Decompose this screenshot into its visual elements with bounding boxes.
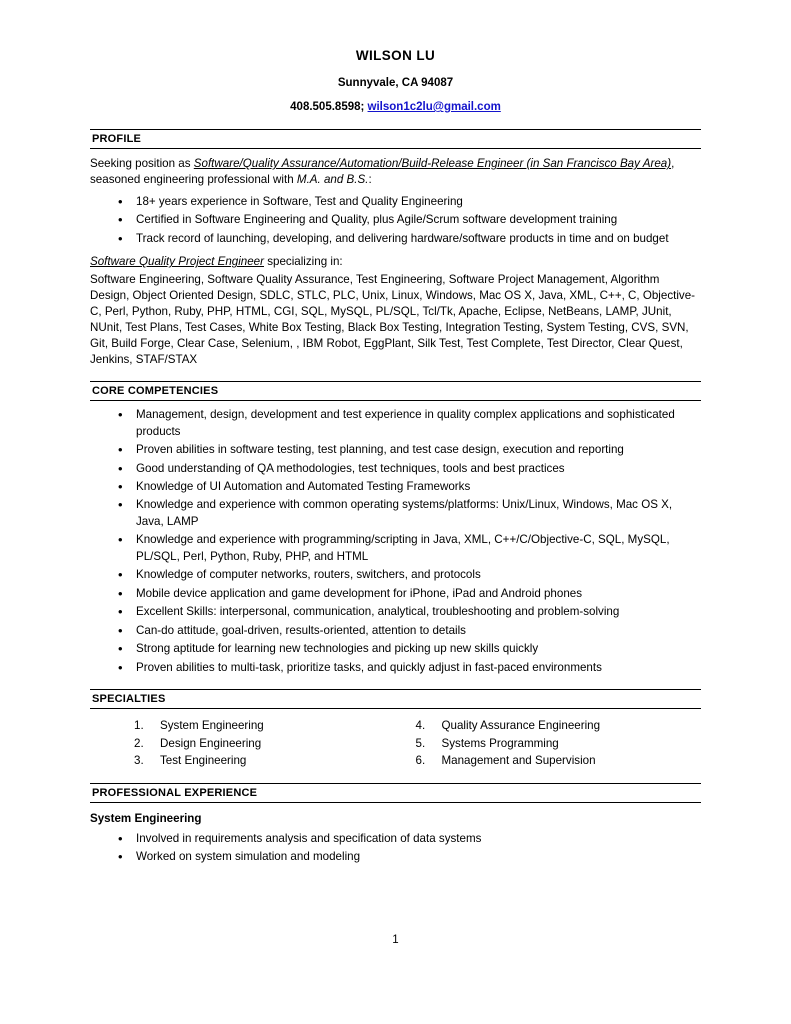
list-item-number: 1. bbox=[134, 719, 144, 733]
list-item: • Strong aptitude for learning new technologies and picking up new skills quickly bbox=[90, 641, 701, 657]
profile-bullet-list bbox=[90, 194, 701, 247]
contact-line bbox=[90, 101, 701, 113]
phone-text: 408.505.8598; bbox=[290, 101, 365, 113]
profile-intro-suffix: : bbox=[368, 172, 372, 186]
list-item: • 18+ years experience in Software, Test and Quality Engineering bbox=[90, 194, 701, 210]
list-item: • Excellent Skills: interpersonal, communication, analytical, troubleshooting and problem-solving bbox=[90, 604, 701, 620]
section-header-specialties: SPECIALTIES bbox=[90, 689, 701, 709]
page-number: 1 bbox=[392, 934, 399, 946]
list-item-number: 6. bbox=[415, 754, 426, 768]
list-item: • Worked on system simulation and modeling bbox=[90, 849, 701, 865]
list-item bbox=[416, 735, 702, 753]
list-item: • Track record of launching, developing, and delivering hardware/software products in time and on budget bbox=[90, 231, 701, 247]
page-title: WILSON LU bbox=[355, 48, 436, 63]
list-item-label: Design Engineering bbox=[160, 736, 262, 750]
profile-intro bbox=[90, 156, 701, 188]
experience-bullet-list bbox=[90, 831, 701, 866]
list-item: • Knowledge and experience with programming/scripting in Java, XML, C++/C/Objective-C, SQL, MySQL, PL/SQL, Perl, Python, Ruby, PHP, and HTML bbox=[90, 532, 701, 565]
list-item bbox=[416, 717, 702, 735]
section-header-professional-experience: PROFESSIONAL EXPERIENCE bbox=[90, 783, 701, 803]
list-item: • Involved in requirements analysis and specification of data systems bbox=[90, 831, 701, 847]
list-item bbox=[134, 752, 396, 770]
list-item: • Certified in Software Engineering and Quality, plus Agile/Scrum software development training bbox=[90, 212, 701, 228]
list-item bbox=[134, 717, 396, 735]
core-competencies-list bbox=[90, 407, 701, 676]
experience-job-title: System Engineering bbox=[90, 811, 202, 825]
list-item-label: System Engineering bbox=[160, 719, 264, 733]
list-item: • Mobile device application and game development for iPhone, iPad and Android phones bbox=[90, 586, 701, 602]
list-item-label: Systems Programming bbox=[441, 736, 559, 750]
specialties-right-column bbox=[396, 717, 702, 770]
list-item bbox=[416, 752, 702, 770]
address-line: Sunnyvale, CA 94087 bbox=[337, 77, 454, 89]
list-item-label: Management and Supervision bbox=[441, 754, 596, 768]
profile-intro-prefix: Seeking position as bbox=[90, 157, 194, 170]
list-item: • Proven abilities to multi-task, prioritize tasks, and quickly adjust in fast-paced environments bbox=[90, 660, 701, 676]
list-item-label: Quality Assurance Engineering bbox=[441, 719, 601, 733]
list-item: • Proven abilities in software testing, test planning, and test case design, execution and reporting bbox=[90, 442, 701, 458]
profile-skills-paragraph: Software Engineering, Software Quality Assurance, Test Engineering, Software Project Management, Algorithm Design, Object Oriented Design, SDLC, STLC, PLC, Unix, Linux, Windows, Mac OS X, Java, XML, C++, C, Objective-C, Perl, Python, Ruby, PHP, HTML, CGI, SQL, MySQL, PL/SQL, Tcl/Tk, Apache, Eclipse, NetBeans, LAMP, JUnit, NUnit, Test Plans, Test Cases, White Box Testing, Black Box Testing, Integration Testing, System Testing, CVS, SVN, Git, Build Forge, Clear Case, Selenium, , IBM Robot, EggPlant, Silk Test, Test Complete, Test Director, Clear Quest, Jenkins, STAF/STAX bbox=[90, 273, 696, 367]
specializing-role: Software Quality Project Engineer bbox=[90, 255, 264, 269]
section-header-profile: PROFILE bbox=[90, 129, 701, 149]
section-header-core-competencies: CORE COMPETENCIES bbox=[90, 381, 701, 401]
list-item-label: Test Engineering bbox=[160, 754, 247, 768]
profile-intro-degrees: M.A. and B.S. bbox=[296, 172, 369, 186]
list-item: • Can-do attitude, goal-driven, results-oriented, attention to details bbox=[90, 623, 701, 639]
list-item: • Knowledge of computer networks, routers, switchers, and protocols bbox=[90, 567, 701, 583]
list-item: • Knowledge and experience with common operating systems/platforms: Unix/Linux, Windows, Mac OS X, Java, LAMP bbox=[90, 497, 701, 530]
list-item-number: 4. bbox=[415, 719, 426, 733]
specializing-suffix: specializing in: bbox=[264, 255, 343, 269]
profile-intro-middle: , seasoned engineering professional with bbox=[90, 157, 675, 186]
email-link[interactable]: wilson1c2lu@gmail.com bbox=[367, 101, 501, 113]
list-item bbox=[134, 735, 396, 753]
list-item: • Knowledge of UI Automation and Automated Testing Frameworks bbox=[90, 479, 701, 495]
list-item: • Management, design, development and test experience in quality complex applications and sophisticated products bbox=[90, 407, 701, 440]
resume-body bbox=[90, 48, 701, 866]
list-item-number: 3. bbox=[134, 754, 144, 768]
specialties-columns bbox=[90, 717, 701, 770]
profile-specializing-line bbox=[90, 254, 701, 270]
list-item-number: 2. bbox=[134, 736, 144, 750]
list-item-number: 5. bbox=[415, 736, 426, 750]
specialties-left-column bbox=[90, 717, 396, 770]
list-item: • Good understanding of QA methodologies, test techniques, tools and best practices bbox=[90, 461, 701, 477]
profile-intro-role: Software/Quality Assurance/Automation/Build-Release Engineer (in San Francisco Bay Area) bbox=[193, 157, 672, 170]
